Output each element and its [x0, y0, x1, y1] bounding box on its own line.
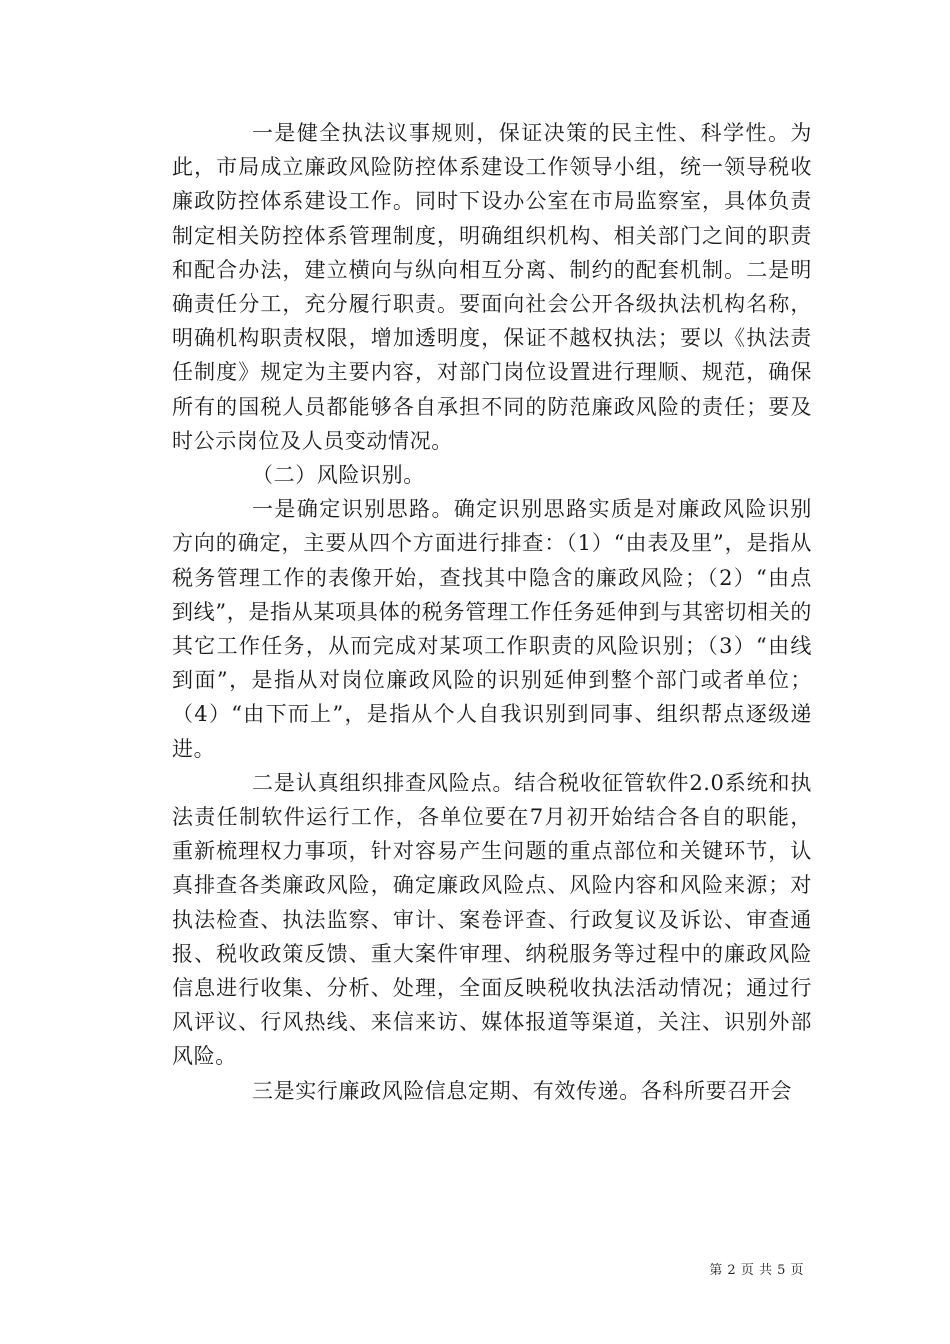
paragraph-identification-approach: 一是确定识别思路。确定识别思路实质是对廉政风险识别方向的确定，主要从四个方面进行排查：（1）“由表及里”，是指从税务管理工作的表像开始，查找其中隐含的廉政风险；（2）“由点到线”，是指从某项具体的税务管理工作任务延伸到与其密切相关的其它工作任务，从而完成对某项工作职责的风险识别；（3）“由线到面”，是指从对岗位廉政风险的识别延伸到整个部门或者单位；（4）“由下而上”，是指从个人自我识别到同事、组织帮点逐级递进。: [172, 497, 812, 761]
document-body: [172, 116, 812, 1108]
section-heading-risk-identification: （二）风险识别。: [252, 463, 425, 488]
paragraph-rules: 一是健全执法议事规则，保证决策的民主性、科学性。为此，市局成立廉政风险防控体系建设工作领导小组，统一领导税收廉政防控体系建设工作。同时下设办公室在市局监察室，具体负责制定相关防控体系管理制度，明确组织机构、相关部门之间的职责和配合办法，建立横向与纵向相互分离、制约的配套机制。二是明确责任分工，充分履行职责。要面向社会公开各级执法机构名称，明确机构职责权限，增加透明度，保证不越权执法；要以《执法责任制度》规定为主要内容，对部门岗位设置进行理顺、规范，确保所有的国税人员都能够各自承担不同的防范廉政风险的责任；要及时公示岗位及人员变动情况。: [172, 121, 812, 453]
paragraph-risk-points: 二是认真组织排查风险点。结合税收征管软件2.0系统和执法责任制软件运行工作，各单位要在7月初开始结合各自的职能，重新梳理权力事项，针对容易产生问题的重点部位和关键环节，认真排查各类廉政风险，确定廉政风险点、风险内容和风险来源；对执法检查、执法监察、审计、案卷评查、行政复议及诉讼、审查通报、税收政策反馈、重大案件审理、纳税服务等过程中的廉政风险信息进行收集、分析、处理，全面反映税收执法活动情况；通过行风评议、行风热线、来信来访、媒体报道等渠道，关注、识别外部风险。: [172, 770, 812, 1069]
page-number-footer: 第 2 页 共 5 页: [709, 1263, 804, 1278]
paragraph-risk-info-transfer: 三是实行廉政风险信息定期、有效传递。各科所要召开会: [252, 1078, 792, 1103]
